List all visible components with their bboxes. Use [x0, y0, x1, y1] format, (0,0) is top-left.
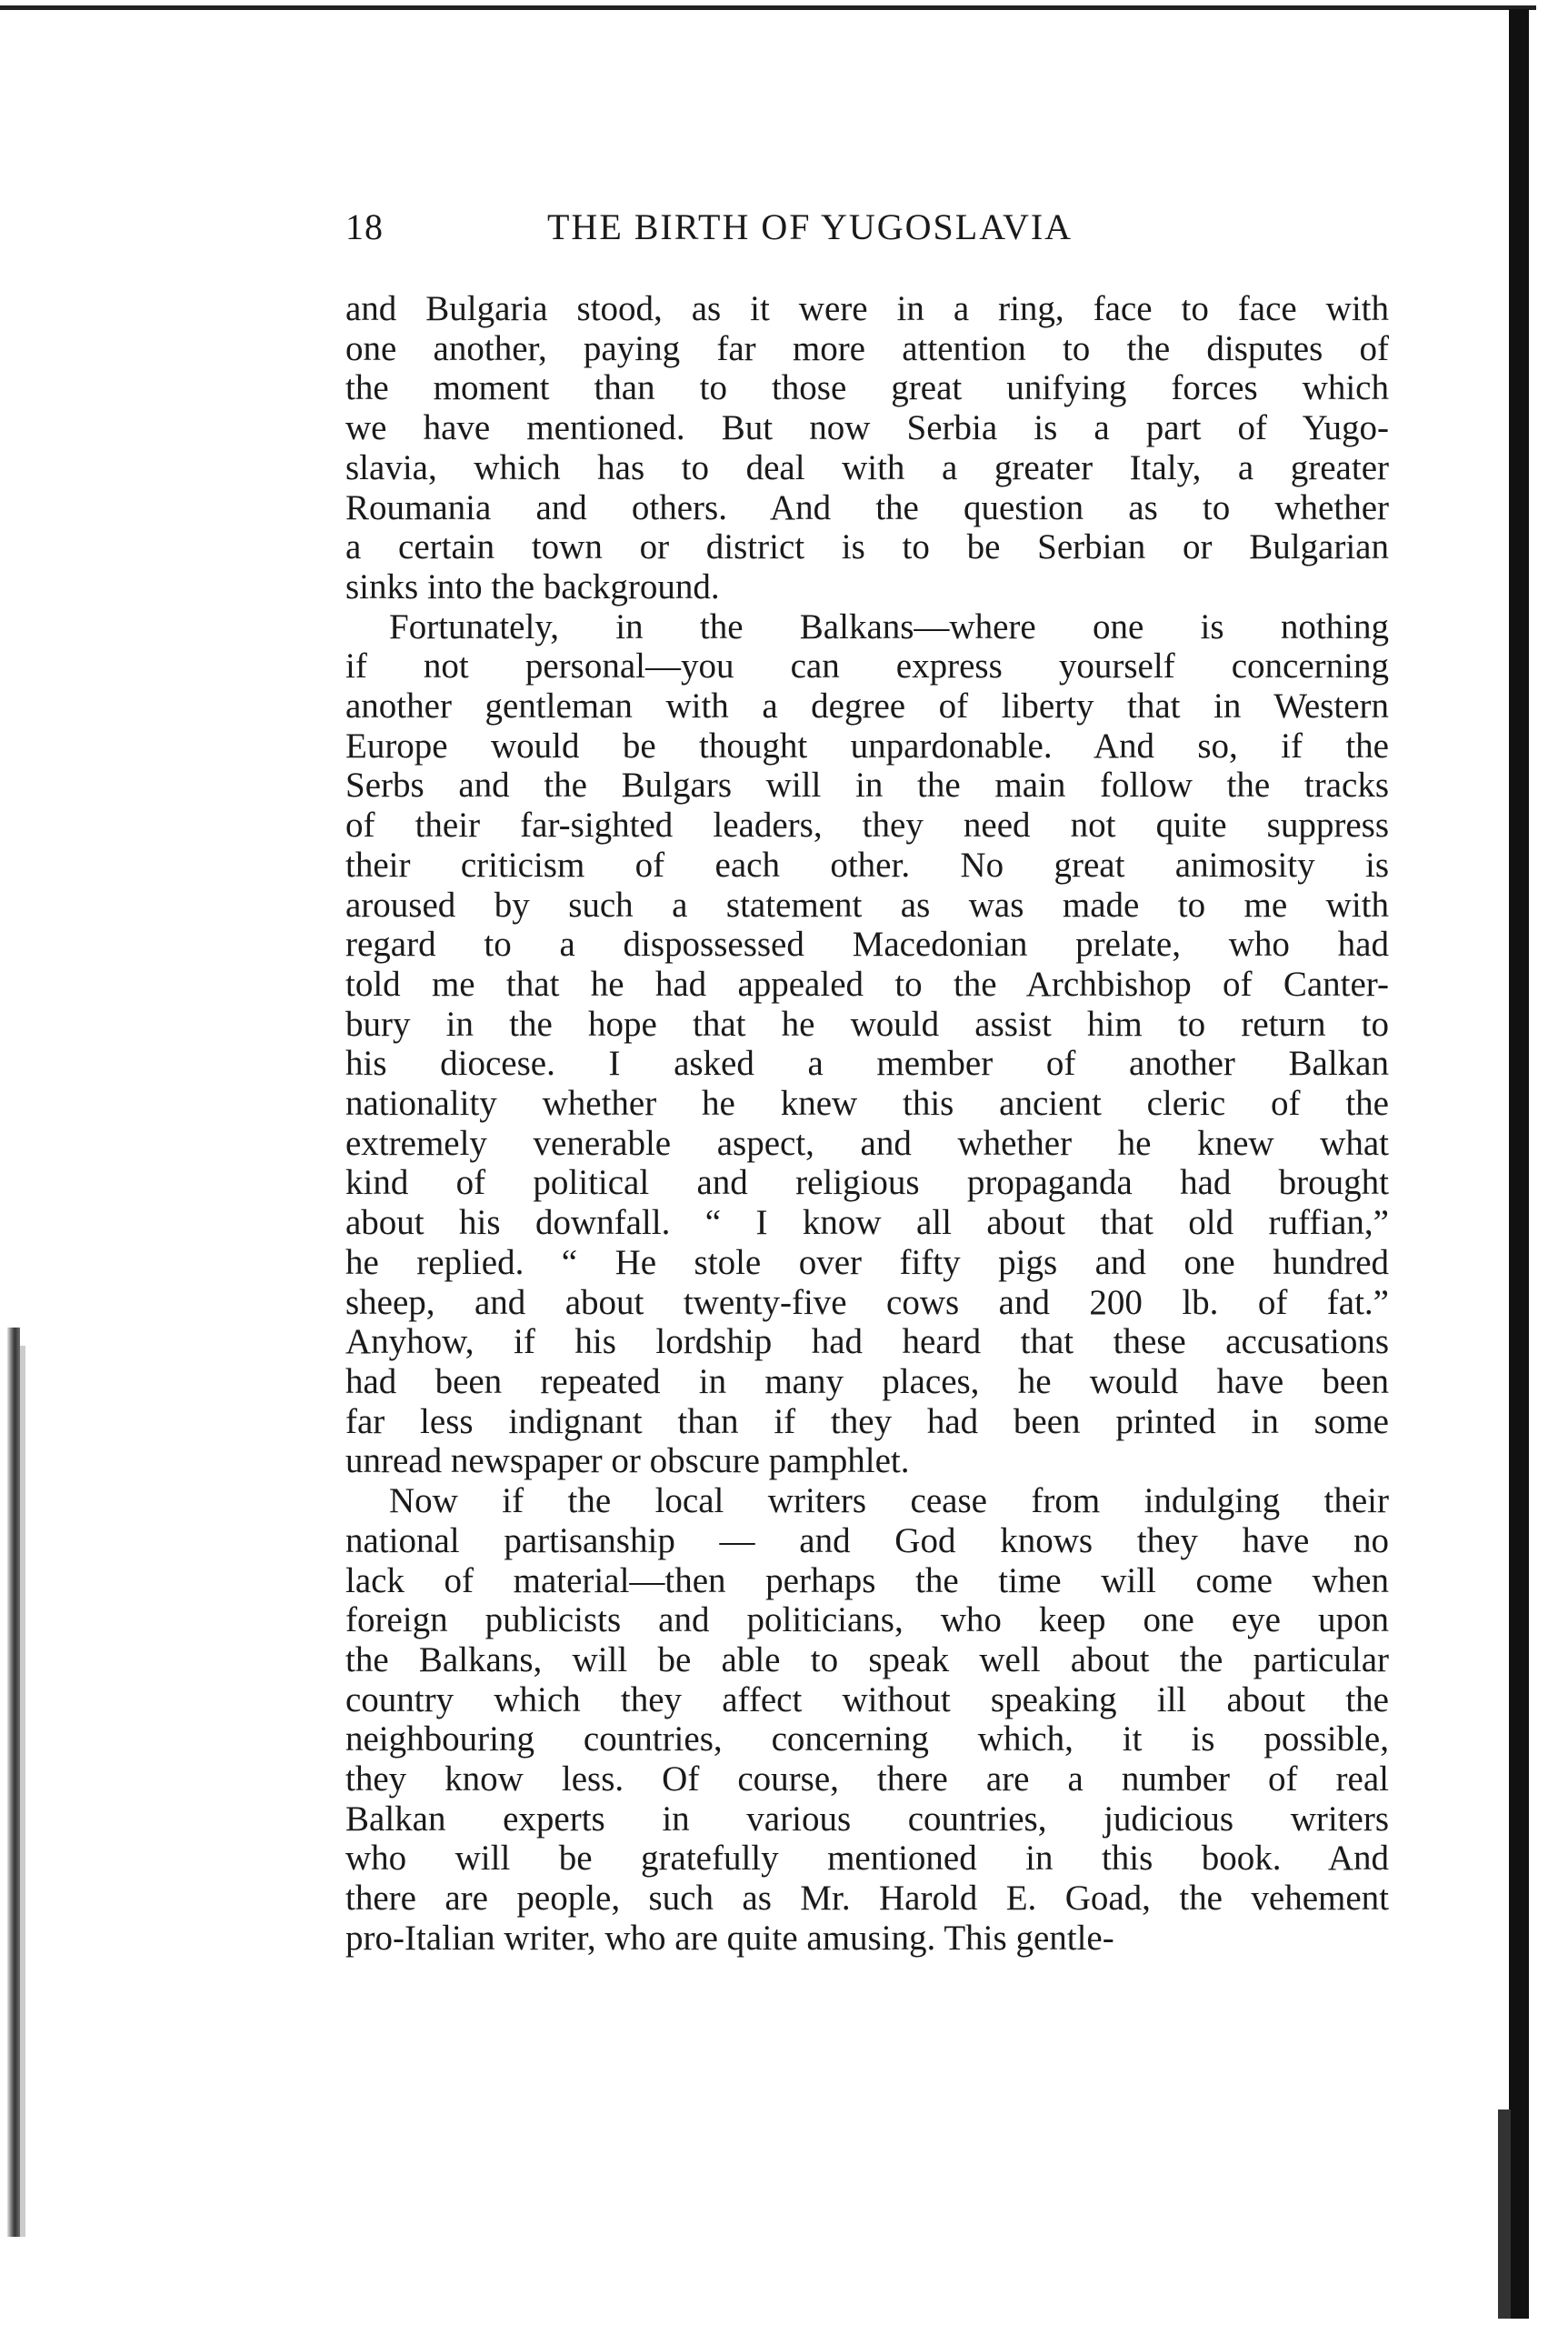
top-edge-rule — [0, 5, 1536, 10]
page-number: 18 — [345, 206, 384, 247]
text-line: foreign publicists and politicians, who keep one eye upon — [345, 1600, 1389, 1640]
text-line: if not personal—you can express yourself concerning — [345, 646, 1389, 686]
text-line: nationality whether he knew this ancient cleric of the — [345, 1084, 1389, 1124]
text-line: they know less. Of course, there are a number of real — [345, 1759, 1389, 1799]
paragraph — [345, 1481, 1389, 1958]
text-line: aroused by such a statement as was made to me with — [345, 885, 1389, 925]
text-line: the Balkans, will be able to speak well about the particular — [345, 1639, 1389, 1679]
text-line: he replied. “ He stole over fifty pigs and one hundred — [345, 1242, 1389, 1282]
text-line: Serbs and the Bulgars will in the main follow the tracks — [345, 766, 1389, 806]
text-line: Fortunately, in the Balkans—where one is nothing — [389, 606, 1389, 646]
paragraph — [345, 289, 1389, 607]
body-text — [345, 289, 1389, 1959]
text-line: regard to a dispossessed Macedonian prelate, who had — [345, 925, 1389, 965]
text-line: Anyhow, if his lordship had heard that these accusations — [345, 1322, 1389, 1362]
text-line: pro-Italian writer, who are quite amusing. This gentle- — [345, 1918, 1114, 1958]
text-line: and Bulgaria stood, as it were in a ring, face to face with — [345, 289, 1389, 328]
text-line: country which they affect without speaking ill about the — [345, 1679, 1389, 1719]
text-line: told me that he had appealed to the Archbishop of Canter- — [345, 964, 1389, 1004]
text-line: slavia, which has to deal with a greater Italy, a greater — [345, 447, 1389, 487]
left-binding-shadow — [7, 1328, 20, 2237]
text-line: neighbouring countries, concerning which, it is possible, — [345, 1719, 1389, 1759]
text-line: the moment than to those great unifying forces which — [345, 368, 1389, 408]
text-line: far less indignant than if they had been printed in some — [345, 1401, 1389, 1441]
text-line: kind of political and religious propaganda had brought — [345, 1163, 1389, 1203]
text-line: Europe would be thought unpardonable. And so, if the — [345, 726, 1389, 766]
right-page-edge — [1509, 9, 1529, 2319]
text-line: his diocese. I asked a member of another Balkan — [345, 1044, 1389, 1084]
right-page-edge-shadow — [1498, 2110, 1511, 2319]
text-line: bury in the hope that he would assist him to return to — [345, 1004, 1389, 1044]
text-line: we have mentioned. But now Serbia is a part of Yugo- — [345, 408, 1389, 448]
text-line: lack of material—then perhaps the time will come when — [345, 1560, 1389, 1600]
text-line: of their far-sighted leaders, they need not quite suppress — [345, 806, 1389, 846]
text-line: national partisanship — and God knows they have no — [345, 1520, 1389, 1560]
text-line: about his downfall. “ I know all about that old ruffian,” — [345, 1203, 1389, 1243]
text-line: one another, paying far more attention to the disputes of — [345, 328, 1389, 368]
text-line: Roumania and others. And the question as to whether — [345, 487, 1389, 527]
text-line: there are people, such as Mr. Harold E. Goad, the vehement — [345, 1879, 1389, 1919]
text-line: sheep, and about twenty-five cows and 200 lb. of fat.” — [345, 1282, 1389, 1322]
text-line: Now if the local writers cease from indulging their — [389, 1481, 1389, 1521]
page-header — [345, 205, 1391, 260]
text-line: Balkan experts in various countries, judicious writers — [345, 1799, 1389, 1839]
text-line: another gentleman with a degree of liberty that in Western — [345, 686, 1389, 727]
text-line: a certain town or district is to be Serbian or Bulgarian — [345, 527, 1389, 567]
text-line: their criticism of each other. No great animosity is — [345, 845, 1389, 885]
left-binding-shadow-inner — [20, 1346, 25, 2237]
text-line: who will be gratefully mentioned in this book. And — [345, 1839, 1389, 1879]
text-line: extremely venerable aspect, and whether he knew what — [345, 1123, 1389, 1163]
text-line: sinks into the background. — [345, 566, 720, 606]
text-line: had been repeated in many places, he would have been — [345, 1361, 1389, 1401]
running-head: THE BIRTH OF YUGOSLAVIA — [547, 206, 1074, 247]
text-line: unread newspaper or obscure pamphlet. — [345, 1441, 910, 1481]
paragraph — [345, 607, 1389, 1481]
